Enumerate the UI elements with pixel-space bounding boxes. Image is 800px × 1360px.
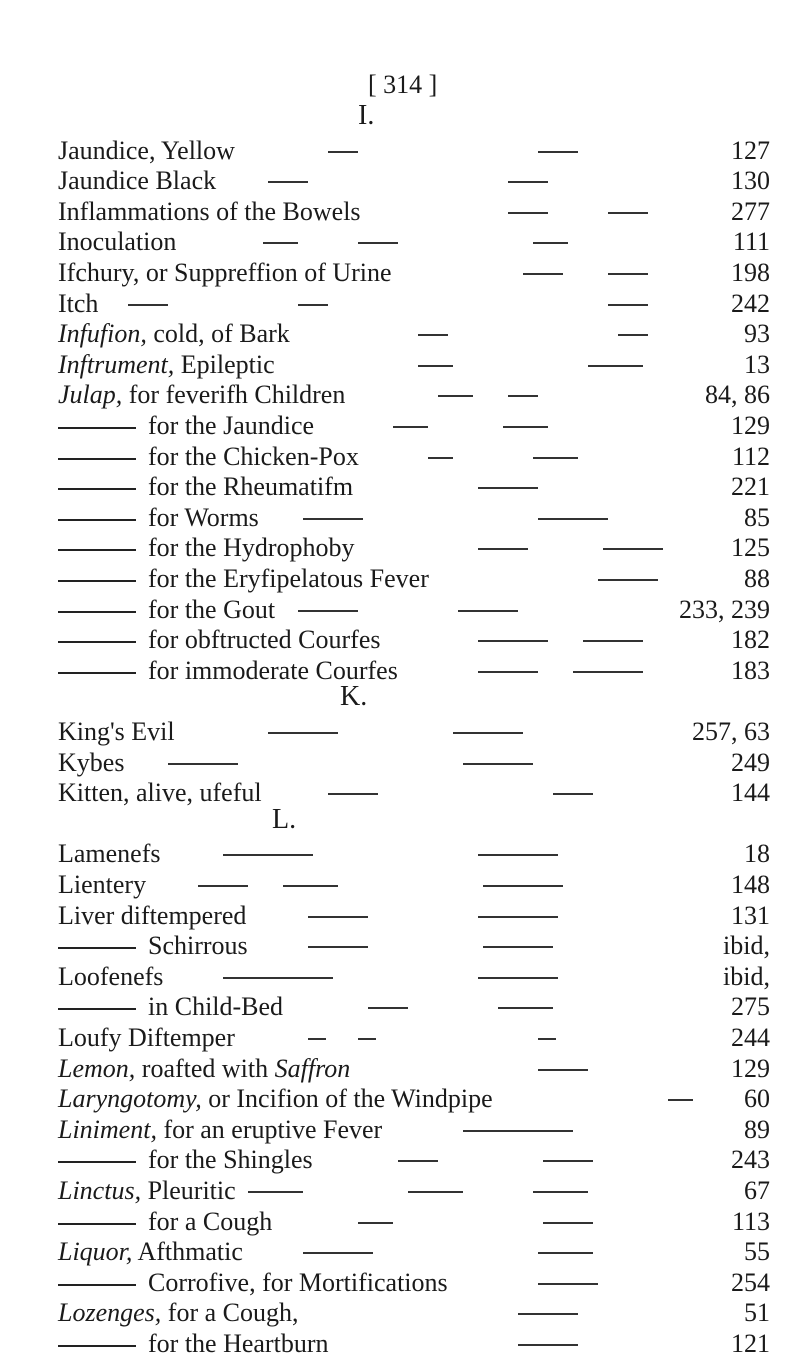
leader-dash	[418, 334, 448, 336]
index-entry	[58, 655, 770, 687]
entry-heading: Itch	[58, 288, 99, 318]
entry-page: 243	[731, 1145, 770, 1175]
index-entry	[58, 288, 770, 320]
leader-dash	[368, 1007, 408, 1009]
index-entry	[58, 1083, 770, 1115]
index-entry	[58, 716, 770, 748]
leader-dash	[263, 242, 298, 244]
leader-dash	[223, 977, 333, 979]
index-entry	[58, 196, 770, 228]
ditto-line	[58, 580, 136, 582]
index-entry	[58, 563, 770, 595]
ditto-line	[58, 488, 136, 490]
leader-dash	[308, 946, 368, 948]
entry-text: Lozenges, for a Cough,	[58, 1298, 299, 1328]
entry-text: for the Rheumatifm	[58, 471, 353, 503]
entry-heading: King's Evil	[58, 717, 175, 746]
index-entry	[58, 532, 770, 564]
entry-heading: Ifchury, or Suppreffion of Urine	[58, 258, 392, 287]
entry-text: in Child-Bed	[58, 991, 283, 1023]
leader-dash	[618, 334, 648, 336]
entry-page: 249	[731, 747, 770, 777]
index-entry	[58, 900, 770, 932]
entry-heading: Jaundice Black	[58, 166, 217, 196]
leader-dash	[408, 1191, 463, 1193]
entry-page: 88	[744, 564, 770, 593]
index-entry	[58, 1144, 770, 1176]
leader-dash	[608, 273, 648, 275]
leader-dash	[478, 548, 528, 550]
leader-dash	[223, 854, 313, 856]
leader-dash	[248, 1191, 303, 1193]
ditto-line	[58, 611, 136, 613]
entry-page: 257, 63	[692, 717, 770, 746]
index-entry	[58, 441, 770, 473]
entry-text: for a Cough	[58, 1206, 272, 1238]
leader-dash	[508, 395, 538, 397]
index-entry	[58, 471, 770, 503]
entry-heading: Loufy Diftemper	[58, 1023, 235, 1052]
leader-dash	[358, 1038, 376, 1040]
ditto-line	[58, 1008, 136, 1010]
entry-page: 113	[731, 1206, 770, 1236]
leader-dash	[533, 457, 578, 459]
entry-page: 221	[731, 472, 770, 502]
entry-heading: Loofenefs	[58, 961, 164, 991]
leader-dash	[533, 242, 568, 244]
leader-dash	[668, 1099, 693, 1101]
index-entry	[58, 594, 770, 626]
leader-dash	[393, 426, 428, 428]
entry-page: 254	[731, 1267, 770, 1297]
leader-dash	[428, 457, 453, 459]
leader-dash	[543, 1222, 593, 1224]
entry-page: 51	[744, 1298, 770, 1328]
entry-page: 125	[731, 533, 770, 563]
entry-page: 198	[731, 258, 770, 287]
index-entry	[58, 349, 770, 381]
entry-page: 89	[744, 1114, 770, 1144]
index-entry	[58, 869, 770, 901]
leader-dash	[538, 1038, 556, 1040]
entry-text: for obftructed Courfes	[58, 624, 380, 656]
entry-text: for the Heartburn	[58, 1328, 328, 1360]
leader-dash	[478, 671, 538, 673]
leader-dash	[358, 1222, 393, 1224]
leader-dash	[418, 365, 453, 367]
ditto-line	[58, 641, 136, 643]
ditto-line	[58, 1161, 136, 1163]
leader-dash	[608, 304, 648, 306]
entry-text: for the Eryfipelatous Fever	[58, 563, 429, 595]
index-entry	[58, 1267, 770, 1299]
entry-page: ibid,	[723, 961, 770, 991]
ditto-line	[58, 549, 136, 551]
leader-dash	[478, 916, 558, 918]
entry-page: 60	[744, 1084, 770, 1114]
entry-page: 182	[731, 625, 770, 655]
entry-text: Schirrous	[58, 930, 248, 962]
index-entry	[58, 930, 770, 962]
index-entry	[58, 747, 770, 779]
leader-dash	[553, 793, 593, 795]
entry-text: Inftrument, Epileptic	[58, 349, 275, 379]
index-entry	[58, 1206, 770, 1238]
index-entry	[58, 135, 770, 167]
index-entry	[58, 1297, 770, 1329]
index-entry	[58, 410, 770, 442]
entry-page: 84, 86	[705, 380, 770, 410]
leader-dash	[598, 579, 658, 581]
leader-dash	[308, 1038, 326, 1040]
index-entry	[58, 1328, 770, 1360]
entry-page: ibid,	[723, 931, 770, 961]
entry-heading: Inoculation	[58, 227, 177, 257]
entry-heading: Lamenefs	[58, 839, 161, 869]
leader-dash	[538, 1069, 588, 1071]
index-entry	[58, 991, 770, 1023]
entry-heading: Liver diftempered	[58, 900, 247, 930]
entry-page: 148	[731, 870, 770, 899]
leader-dash	[358, 242, 398, 244]
index-entry	[58, 502, 770, 534]
leader-dash	[283, 885, 338, 887]
section-letter-l: L.	[272, 803, 297, 835]
leader-dash	[298, 610, 358, 612]
leader-dash	[303, 1252, 373, 1254]
ditto-line	[58, 672, 136, 674]
ditto-line	[58, 519, 136, 521]
leader-dash	[478, 487, 538, 489]
leader-dash	[198, 885, 248, 887]
ditto-line	[58, 947, 136, 949]
leader-dash	[503, 426, 548, 428]
leader-dash	[308, 916, 368, 918]
index-entry	[58, 257, 770, 289]
entry-page: 13	[744, 349, 770, 379]
leader-dash	[303, 518, 363, 520]
leader-dash	[453, 732, 523, 734]
leader-dash	[478, 854, 558, 856]
entry-page: 277	[731, 196, 770, 226]
entry-text: Liquor, Afthmatic	[58, 1237, 243, 1267]
entry-heading: Kitten, alive, ufeful	[58, 778, 262, 808]
entry-text: Julap, for feverifh Children	[58, 380, 346, 410]
entry-page: 121	[731, 1329, 770, 1358]
entry-text: for the Chicken-Pox	[58, 441, 359, 473]
ditto-line	[58, 1345, 136, 1347]
leader-dash	[168, 763, 238, 765]
entry-page: 129	[731, 1053, 770, 1083]
index-entry	[58, 318, 770, 350]
section-letter-k: K.	[340, 681, 368, 713]
leader-dash	[498, 1007, 553, 1009]
entry-page: 18	[744, 839, 770, 869]
leader-dash	[463, 763, 533, 765]
index-entry	[58, 1175, 770, 1207]
leader-dash	[483, 946, 553, 948]
leader-dash	[328, 151, 358, 153]
index-entry	[58, 226, 770, 258]
leader-dash	[538, 1252, 593, 1254]
entry-text: Linctus, Pleuritic	[58, 1176, 236, 1205]
index-entry	[58, 1236, 770, 1268]
entry-text: Laryngotomy, or Incifion of the Windpipe	[58, 1084, 493, 1114]
leader-dash	[398, 1160, 438, 1162]
index-entry	[58, 379, 770, 411]
entry-text: for the Gout	[58, 594, 275, 626]
entry-text: for Worms	[58, 502, 259, 534]
entry-page: 242	[731, 288, 770, 318]
index-entry	[58, 777, 770, 809]
leader-dash	[583, 640, 643, 642]
index-entry	[58, 1053, 770, 1085]
ditto-line	[58, 1223, 136, 1225]
entry-page: 127	[731, 135, 770, 165]
ditto-line	[58, 1284, 136, 1286]
entry-page: 130	[731, 166, 770, 196]
leader-dash	[543, 1160, 593, 1162]
leader-dash	[463, 1130, 573, 1132]
leader-dash	[458, 610, 518, 612]
leader-dash	[508, 181, 548, 183]
entry-text: Lemon, roafted with Saffron	[58, 1053, 351, 1083]
index-entry	[58, 838, 770, 870]
ditto-line	[58, 427, 136, 429]
entry-page: 233, 239	[679, 594, 770, 624]
leader-dash	[538, 518, 608, 520]
entry-page: 112	[731, 441, 770, 471]
entry-heading: Jaundice, Yellow	[58, 135, 235, 165]
entry-page: 111	[732, 227, 770, 257]
leader-dash	[518, 1344, 578, 1346]
leader-dash	[603, 548, 663, 550]
entry-page: 55	[744, 1237, 770, 1267]
leader-dash	[268, 181, 308, 183]
entry-page: 85	[744, 502, 770, 532]
index-entry	[58, 624, 770, 656]
entry-heading: Kybes	[58, 747, 125, 777]
leader-dash	[538, 1283, 598, 1285]
index-entry	[58, 1114, 770, 1146]
leader-dash	[438, 395, 473, 397]
entry-text: for the Jaundice	[58, 410, 314, 442]
entry-page: 244	[731, 1023, 770, 1052]
leader-dash	[328, 793, 378, 795]
leader-dash	[478, 977, 558, 979]
entry-heading: Lientery	[58, 870, 147, 899]
leader-dash	[298, 304, 328, 306]
leader-dash	[588, 365, 643, 367]
leader-dash	[608, 212, 648, 214]
entry-page: 129	[731, 411, 770, 440]
leader-dash	[483, 885, 563, 887]
entry-text: for the Hydrophoby	[58, 532, 355, 564]
entry-text: for the Shingles	[58, 1144, 313, 1176]
leader-dash	[523, 273, 563, 275]
index-entry	[58, 165, 770, 197]
entry-page: 93	[744, 319, 770, 349]
entry-page: 131	[731, 900, 770, 930]
index-entry	[58, 961, 770, 993]
leader-dash	[573, 671, 643, 673]
leader-dash	[508, 212, 548, 214]
leader-dash	[533, 1191, 588, 1193]
entry-page: 144	[731, 778, 770, 808]
leader-dash	[538, 151, 578, 153]
leader-dash	[518, 1313, 578, 1315]
entry-text: Corrofive, for Mortifications	[58, 1267, 448, 1299]
page-number: [ 314 ]	[368, 70, 438, 99]
entry-text: Infufion, cold, of Bark	[58, 319, 290, 349]
entry-heading: Inflammations of the Bowels	[58, 196, 361, 226]
ditto-line	[58, 458, 136, 460]
entry-page: 275	[731, 992, 770, 1022]
entry-page: 183	[731, 655, 770, 685]
entry-text: Liniment, for an eruptive Fever	[58, 1114, 383, 1144]
index-entry	[58, 1022, 770, 1054]
section-letter-i: I.	[358, 100, 375, 131]
entry-page: 67	[744, 1176, 770, 1205]
leader-dash	[478, 640, 548, 642]
leader-dash	[128, 304, 168, 306]
leader-dash	[268, 732, 338, 734]
entry-text: for immoderate Courfes	[58, 655, 398, 687]
